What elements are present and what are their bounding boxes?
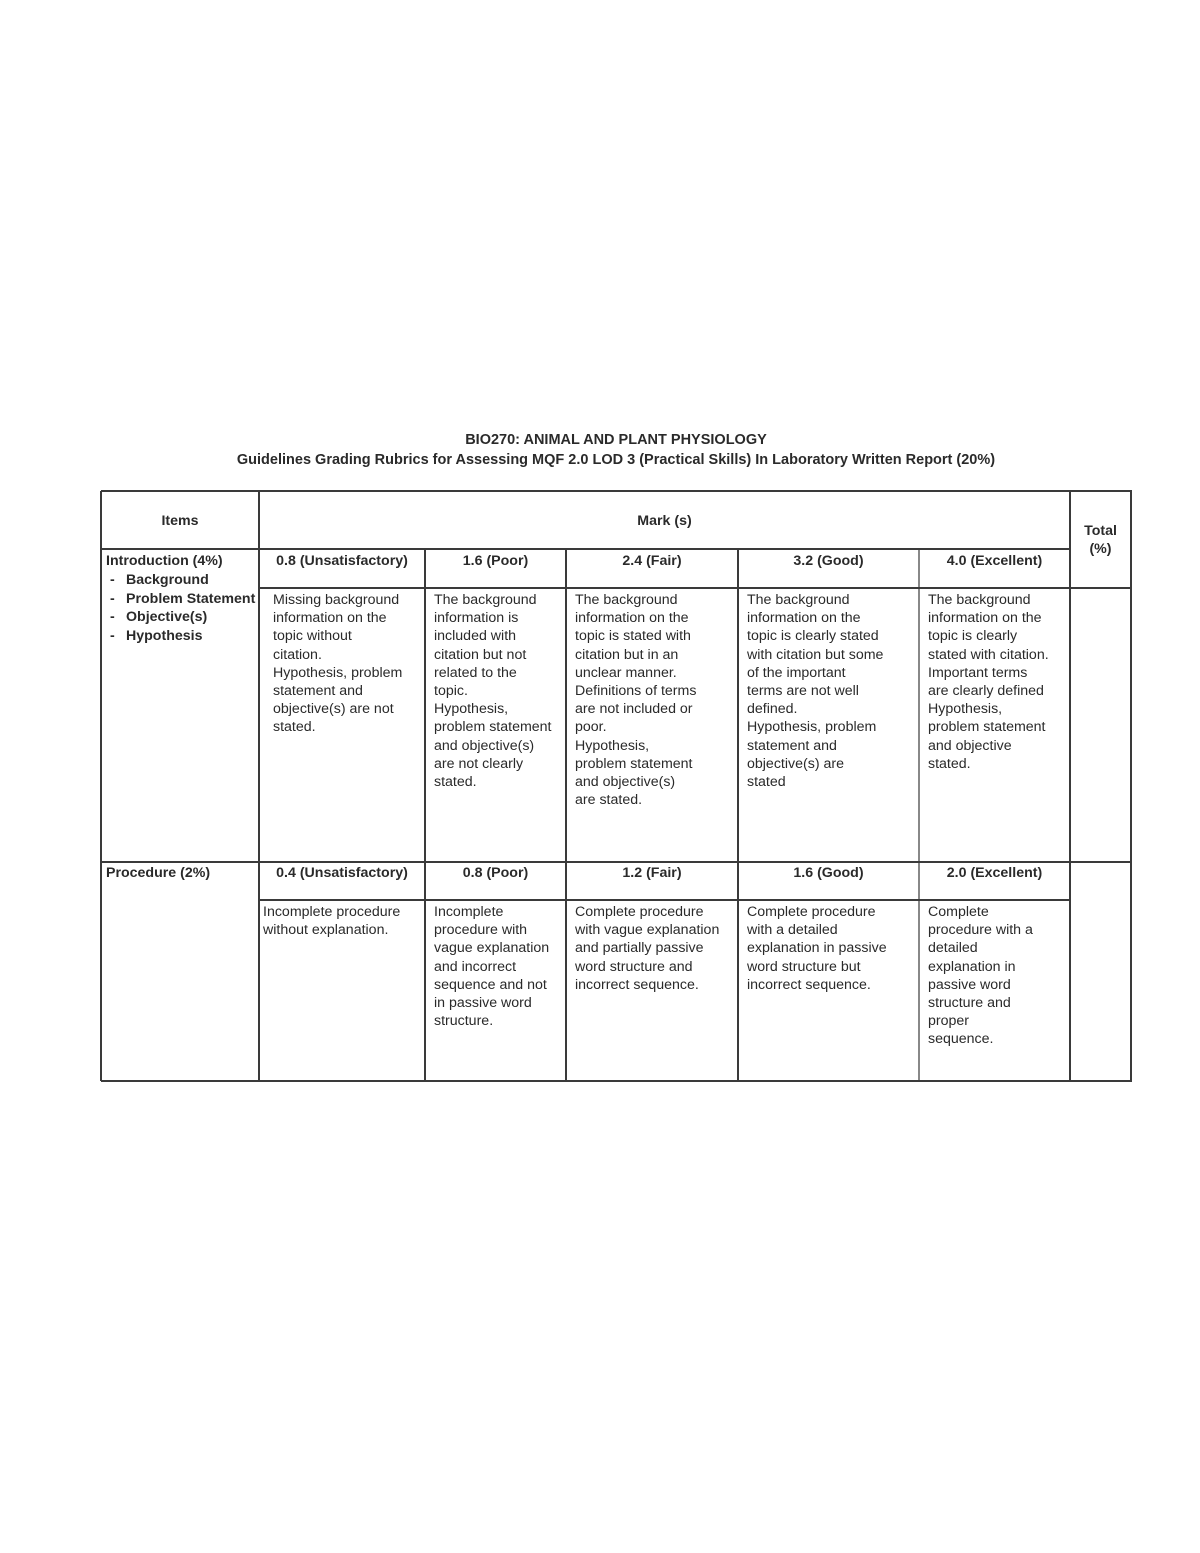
mark-level-label: 1.6 (Good) [793, 865, 864, 881]
criteria-description: The background information on the topic is clearly stated with citation. Important terms are clearly defined Hypothesis, problem statement and objective stated. [928, 592, 1049, 772]
list-item: - Objective(s) [110, 609, 208, 625]
criteria-description: Incomplete procedure with vague explanation and incorrect sequence and not in passive word structure. [434, 904, 550, 1030]
introduction-item-label: Introduction (4%) [106, 553, 223, 569]
list-item: - Background [110, 572, 209, 588]
criteria-description: Incomplete procedure without explanation. [263, 904, 401, 939]
mark-level-label: 1.2 (Fair) [622, 865, 682, 881]
criteria-description: The background information on the topic is clearly stated with citation but some of the important terms are not well defined. Hypothesis, problem statement and objective(s) are stated [747, 592, 884, 791]
mark-level-label: 0.8 (Unsatisfactory) [276, 553, 408, 569]
total-header: Total (%) [1084, 523, 1117, 558]
criteria-description: The background information on the topic is stated with citation but in an unclear manner. Definitions of terms are not included or poor. Hypothesis, problem statement and objective(s) are stated. [575, 592, 697, 809]
mark-level-label: 1.6 (Poor) [462, 553, 529, 569]
mark-level-label: 3.2 (Good) [793, 553, 864, 569]
mark-level-label: 0.8 (Poor) [462, 865, 529, 881]
list-item: - Problem Statement [110, 590, 256, 607]
document-subtitle: Guidelines Grading Rubrics for Assessing MQF 2.0 LOD 3 (Practical Skills) In Laboratory Written Report (20%) [236, 452, 996, 468]
mark-level-label: 4.0 (Excellent) [946, 553, 1043, 569]
introduction-subitems [110, 571, 256, 645]
mark-level-label: 2.0 (Excellent) [946, 865, 1043, 881]
mark-level-label: 2.4 (Fair) [622, 553, 682, 569]
document-title: BIO270: ANIMAL AND PLANT PHYSIOLOGY [465, 432, 767, 448]
mark-header: Mark (s) [637, 513, 692, 529]
criteria-description: Missing background information on the topic without citation. Hypothesis, problem statement and objective(s) are not stated. [273, 592, 403, 736]
procedure-item-label: Procedure (2%) [106, 865, 211, 881]
criteria-description: The background information is included with citation but not related to the topic. Hypothesis, problem statement and objective(s) are not clearly stated. [434, 592, 552, 791]
criteria-description: Complete procedure with a detailed explanation in passive word structure and proper sequence. [928, 904, 1033, 1048]
items-header: Items [161, 513, 199, 529]
criteria-description: Complete procedure with a detailed explanation in passive word structure but incorrect sequence. [747, 904, 887, 993]
criteria-description: Complete procedure with vague explanation and partially passive word structure and incorrect sequence. [575, 904, 720, 993]
mark-level-label: 0.4 (Unsatisfactory) [276, 865, 408, 881]
list-item: - Hypothesis [110, 627, 203, 644]
